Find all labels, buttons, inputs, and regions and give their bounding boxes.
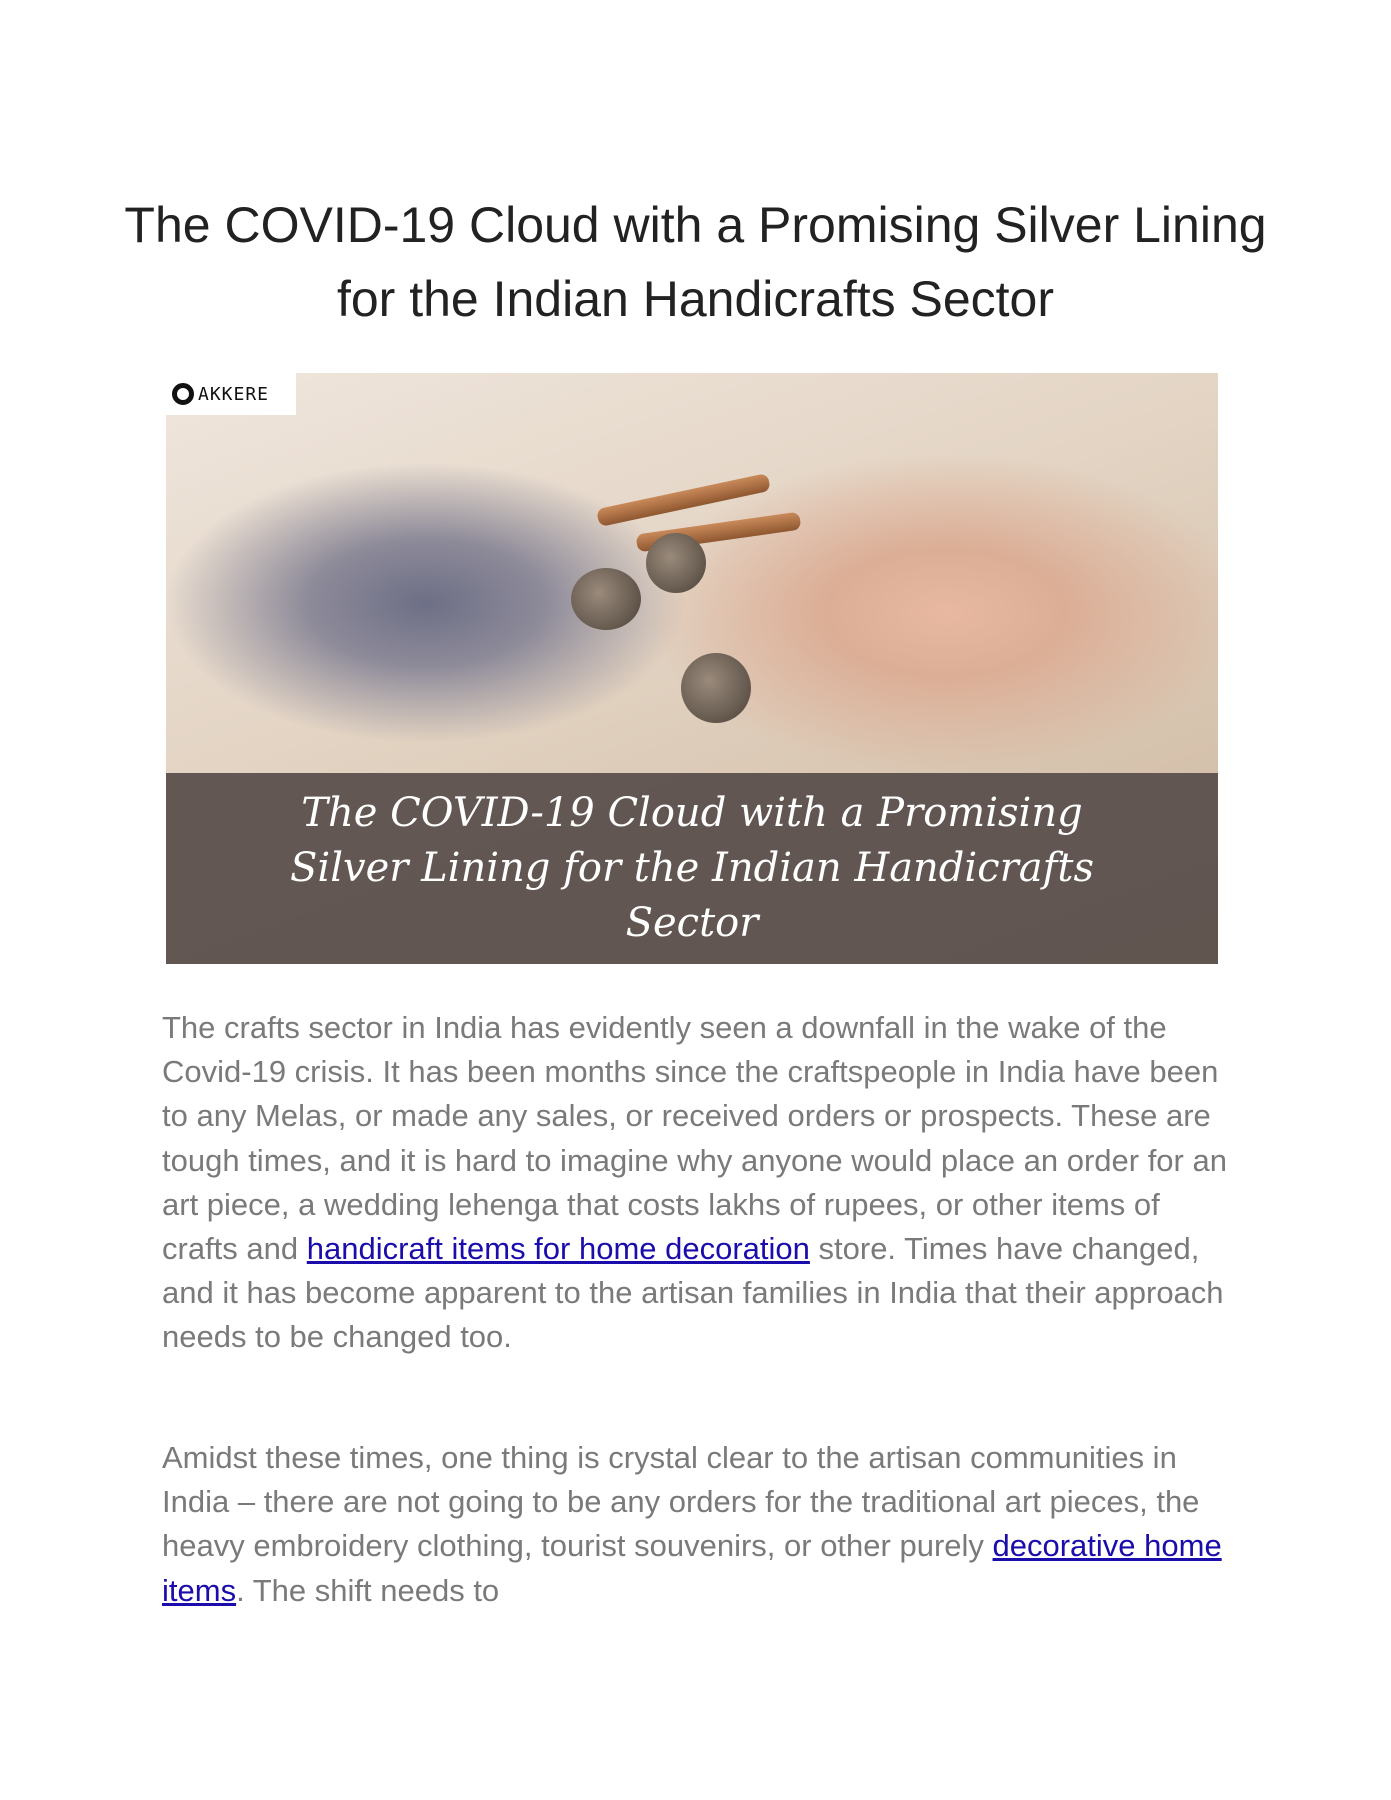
paragraph-text: Amidst these times, one thing is crystal clear to the artisan communities in India – there are not going to be any orders for the traditional art pieces, the heavy embroidery clothing, tourist souvenirs, or other purely [162, 1440, 1200, 1564]
page-title: The COVID-19 Cloud with a Promising Silver Lining for the Indian Handicrafts Sector [124, 197, 1267, 327]
image-caption: The COVID-19 Cloud with a Promising Silver Lining for the Indian Handicrafts Sector [290, 790, 1094, 946]
acorn [646, 533, 706, 593]
paragraph [162, 1006, 1232, 1360]
decorative-home-items-link[interactable]: decorative home items [162, 1528, 1222, 1608]
logo-ring-icon [172, 383, 194, 405]
acorn [681, 653, 751, 723]
paragraph-text: . The shift needs to [236, 1572, 500, 1608]
paragraph-text: The crafts sector in India has evidently seen a downfall in the wake of the Covid-19 crisis. It has been months since the craftspeople in India have been to any Melas, or made any sales, or received orders or prospects. These are tough times, and it is hard to imagine why anyone would place an order for an art piece, a wedding lehenga that costs lakhs of rupees, or other items of crafts and [162, 1010, 1227, 1267]
logo-text: AKKERE [198, 383, 270, 405]
brand-logo [166, 373, 296, 415]
image-caption-overlay [166, 773, 1218, 964]
handicraft-items-link[interactable]: handicraft items for home decoration [306, 1231, 810, 1267]
paragraph [162, 1436, 1232, 1613]
hero-image [166, 373, 1218, 964]
paragraph-text: store. Times have changed, and it has become apparent to the artisan families in India that their approach needs to be changed too. [162, 1231, 1224, 1355]
acorn [571, 568, 641, 630]
